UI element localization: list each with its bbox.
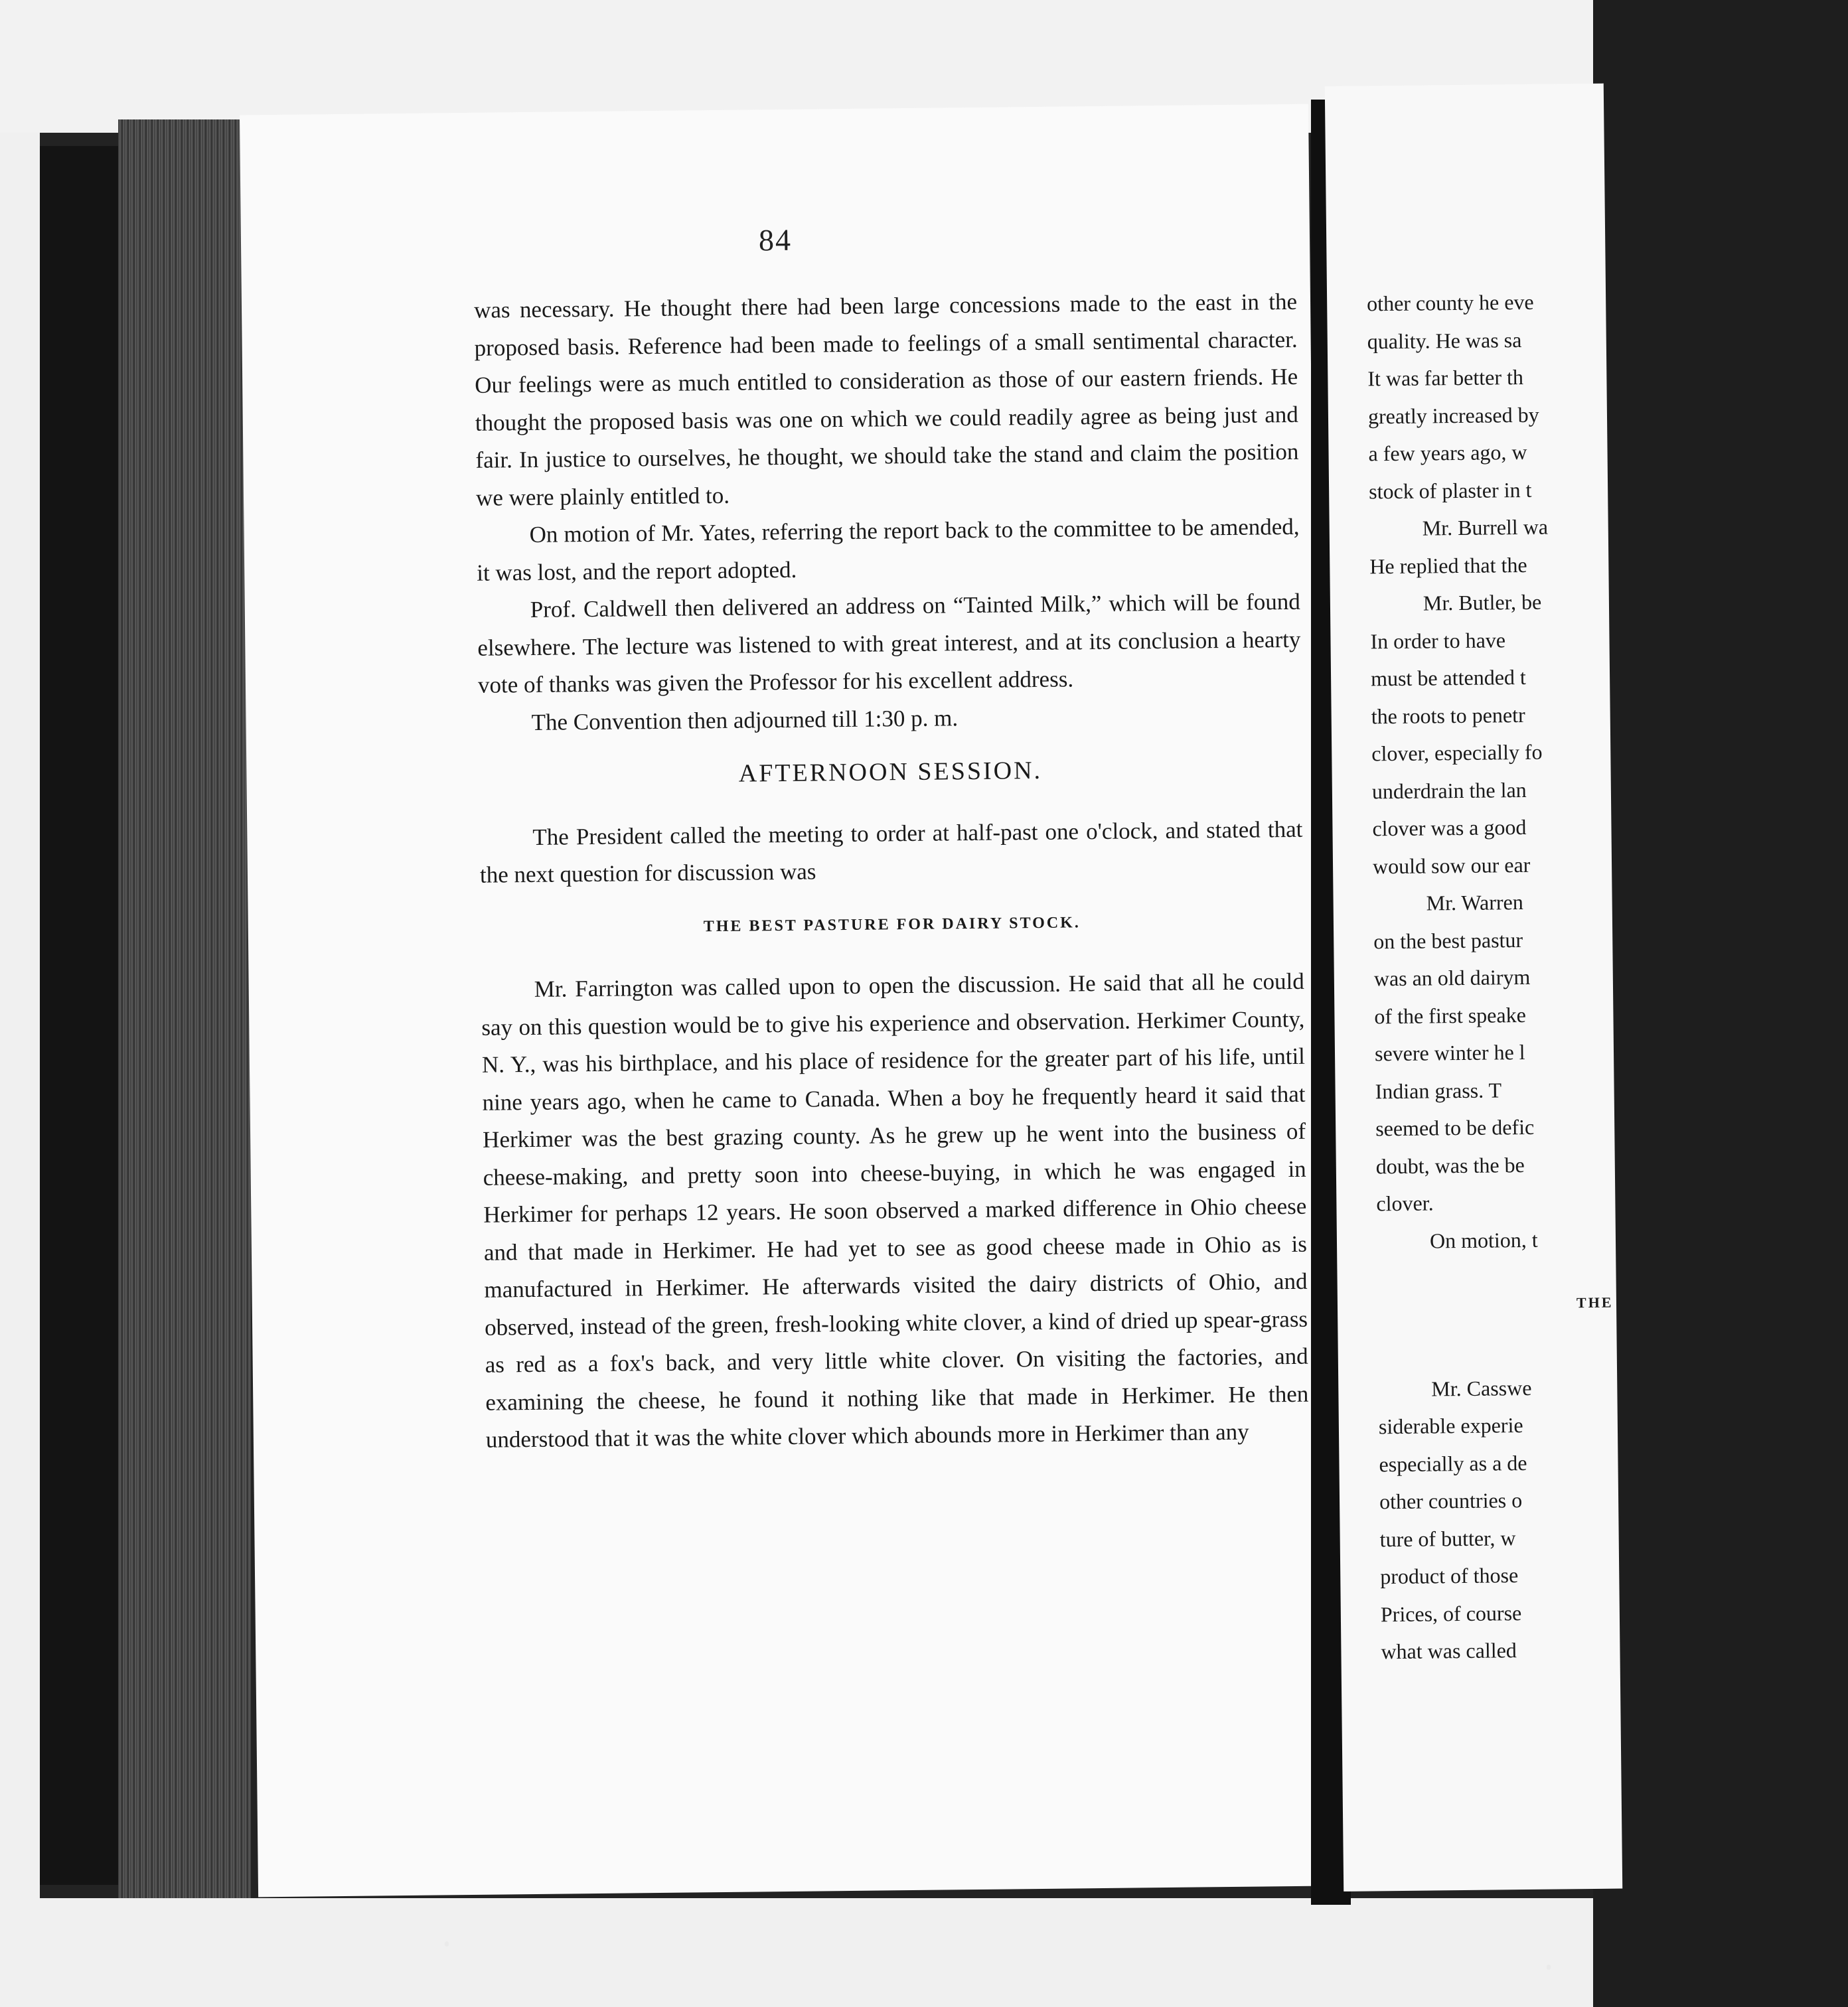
text-line: ture of butter, w bbox=[1379, 1525, 1516, 1551]
right-page bbox=[1325, 84, 1622, 1892]
text-line: In order to have bbox=[1370, 627, 1506, 653]
text-line: must be attended t bbox=[1370, 664, 1527, 691]
text-line: what was called bbox=[1381, 1638, 1517, 1664]
text-line: Mr. Burrell wa bbox=[1422, 514, 1549, 540]
text-line: Mr. Casswe bbox=[1431, 1375, 1532, 1400]
text-line: severe winter he l bbox=[1374, 1039, 1525, 1066]
paragraph: Prof. Caldwell then delivered an address on “Tainted Milk,” which will be found elsewhere. The lecture was listened to with great interest, and at its conclusion a hearty vote of thanks was given the Professor for his excellent address. bbox=[477, 588, 1301, 698]
page-number: 84 bbox=[758, 222, 793, 258]
topic-heading-fragment: THE bbox=[1576, 1294, 1614, 1311]
dust-speck bbox=[1547, 1965, 1551, 1970]
paragraph: was necessary. He thought there had been large concessions made to the east in the proposed basis. Reference had been made to feelings of a small sentimental character. Our feelings were as much entitled to consideration as those of our eastern friends. He thought the proposed basis was one on which we could readily agree as being just and fair. In justice to ourselves, he thought, we should take the stand and claim the position we were plainly entitled to. bbox=[473, 288, 1299, 511]
text-line: doubt, was the be bbox=[1375, 1152, 1525, 1178]
text-line: stock of plaster in t bbox=[1368, 477, 1532, 503]
dust-speck bbox=[445, 1941, 449, 1947]
paragraph: The President called the meeting to order at half-past one o'clock, and stated that the next question for discussion was bbox=[479, 816, 1303, 888]
scan-left-margin bbox=[0, 133, 40, 1898]
text-line: of the first speake bbox=[1374, 1002, 1526, 1028]
text-line: was an old dairym bbox=[1373, 964, 1531, 991]
paragraph: On motion of Mr. Yates, referring the report back to the committee to be amended, it was lost, and the report adopted. bbox=[477, 513, 1300, 586]
topic-heading: THE BEST PASTURE FOR DAIRY STOCK. bbox=[703, 913, 1081, 935]
page-stack-edge bbox=[118, 119, 251, 1898]
book-cover-edge bbox=[40, 146, 119, 1885]
left-page bbox=[240, 104, 1327, 1897]
text-line: Prices, of course bbox=[1380, 1600, 1522, 1626]
text-line: He replied that the bbox=[1369, 552, 1527, 578]
text-line: would sow our ear bbox=[1372, 852, 1531, 878]
text-line: product of those bbox=[1380, 1563, 1519, 1589]
text-line: a few years ago, w bbox=[1368, 439, 1527, 466]
text-line: Indian grass. T bbox=[1375, 1077, 1502, 1103]
text-line: clover. bbox=[1376, 1191, 1434, 1216]
text-line: On motion, t bbox=[1429, 1227, 1538, 1253]
text-line: clover was a good bbox=[1372, 814, 1527, 841]
text-line: Mr. Butler, be bbox=[1423, 589, 1542, 615]
text-line: clover, especially fo bbox=[1371, 739, 1543, 766]
text-line: especially as a de bbox=[1379, 1450, 1527, 1476]
text-line: It was far better th bbox=[1367, 364, 1524, 391]
text-line: seemed to be defic bbox=[1375, 1114, 1535, 1141]
right-page-text bbox=[1367, 280, 1846, 1671]
text-line: greatly increased by bbox=[1367, 402, 1539, 428]
paragraph: The Convention then adjourned till 1:30 p. m. bbox=[531, 704, 959, 735]
text-line: Mr. Warren bbox=[1426, 890, 1523, 915]
text-line: quality. He was sa bbox=[1367, 327, 1522, 353]
text-line: siderable experie bbox=[1378, 1413, 1523, 1439]
session-heading: AFTERNOON SESSION. bbox=[738, 756, 1043, 788]
text-line: other countries o bbox=[1379, 1488, 1523, 1514]
scan-bottom-margin bbox=[0, 1898, 1593, 2007]
text-line: on the best pastur bbox=[1373, 927, 1523, 953]
paragraph: Mr. Farrington was called upon to open the discussion. He said that all he could say on this question would be to give his experience and observation. Herkimer County, N. Y., was his birthplace, and his place of residence for the greater part of his life, until nine years ago, when he came to Canada. When a boy he frequently heard it said that Herkimer was the best grazing county. As he grew up he went into the business of cheese-making, and pretty soon into cheese-buying, in which he was engaged in Herkimer for perhaps 12 years. He soon observed a marked difference in Ohio cheese and that made in Herkimer. He had yet to see as good cheese made in Ohio as is manufactured in Herkimer. He afterwards visited the dairy districts of Ohio, and observed, instead of the green, fresh-looking white clover, a kind of dried up spear-grass as red as a fox's back, and very little white clover. On visiting the factories, and examining the cheese, he found it nothing like that made in Herkimer. He then understood that it was the white clover which abounds more in Herkimer than any bbox=[481, 968, 1309, 1453]
text-line: the roots to penetr bbox=[1371, 702, 1525, 728]
text-line: underdrain the lan bbox=[1371, 777, 1527, 803]
left-page-text bbox=[474, 283, 1309, 1459]
text-line: other county he eve bbox=[1367, 289, 1534, 316]
